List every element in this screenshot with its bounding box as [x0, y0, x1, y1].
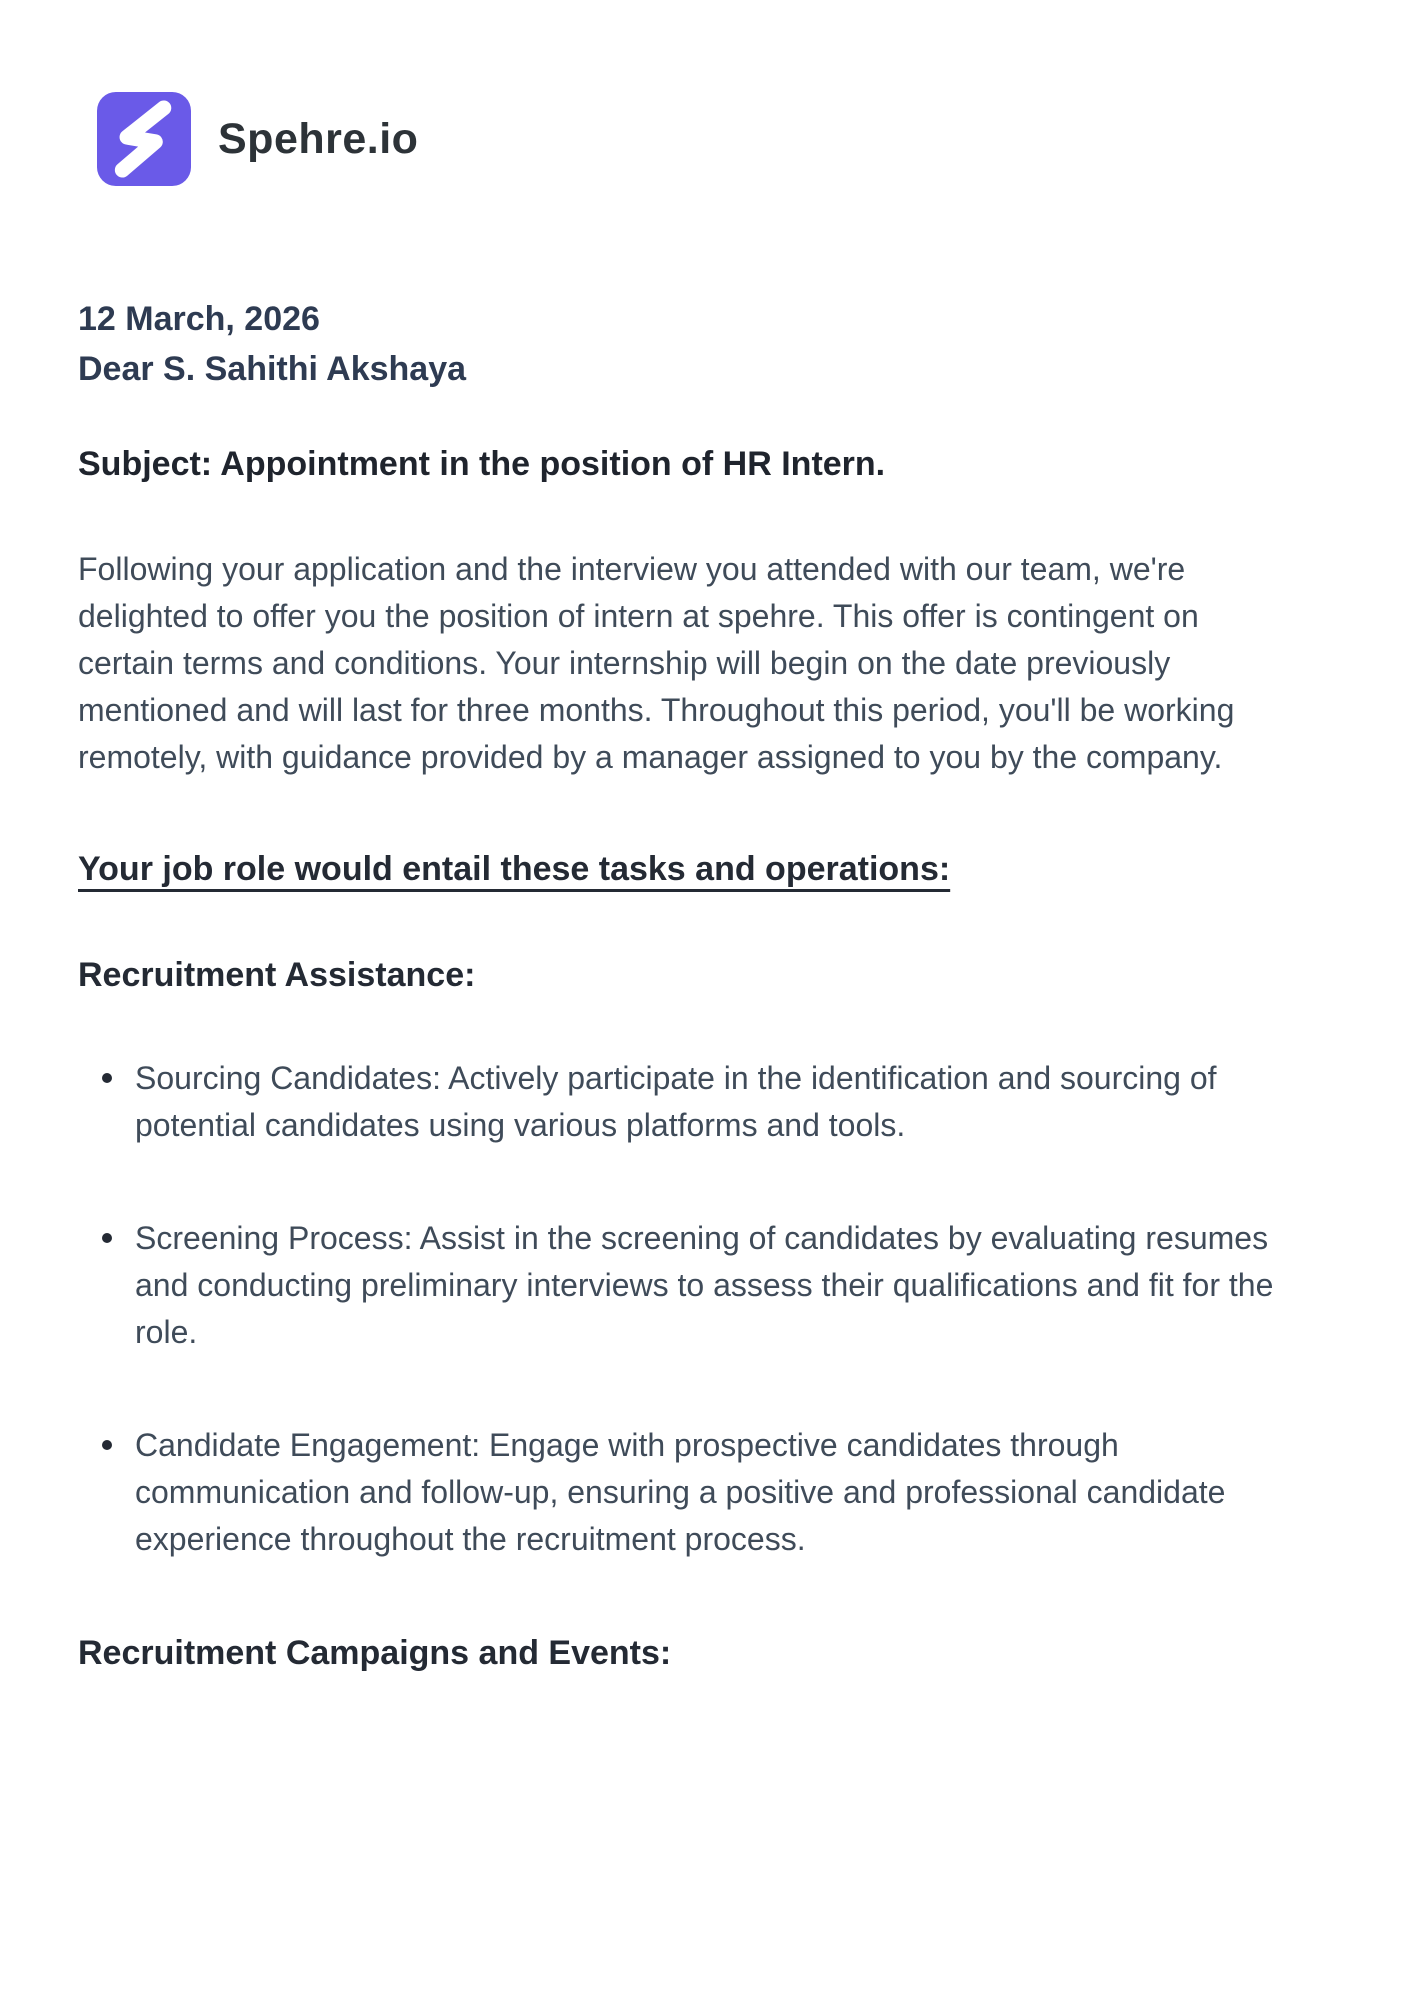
recruitment-assistance-bullet-list — [78, 1055, 1334, 1563]
bullet-item-sourcing-candidates: Sourcing Candidates: Actively participate in the identification and sourcing of potential candidates using various platforms and tools. — [135, 1055, 1295, 1149]
letter-salutation: Dear S. Sahithi Akshaya — [78, 350, 467, 388]
intro-paragraph: Following your application and the interview you attended with our team, we're delighted to offer you the position of intern at spehre. This offer is contingent on certain terms and conditions. Your internship will begin on the date previously mentioned and will last for three months. Throughout this period, you'll be working remotely, with guidance provided by a manager assigned to you by the company. — [78, 551, 1235, 775]
date-salutation-block — [78, 294, 1334, 394]
tasks-heading: Your job role would entail these tasks and operations: — [78, 850, 951, 888]
spehre-logo-icon — [97, 92, 191, 186]
bullet-item-candidate-engagement: Candidate Engagement: Engage with prospective candidates through communication and follow-up, ensuring a positive and professional candidate experience throughout the recruitment process. — [135, 1422, 1295, 1563]
bullet-item-screening-process: Screening Process: Assist in the screening of candidates by evaluating resumes and conducting preliminary interviews to assess their qualifications and fit for the role. — [135, 1215, 1295, 1356]
letter-date: 12 March, 2026 — [78, 300, 320, 338]
subject-line: Subject: Appointment in the position of HR Intern. — [78, 445, 886, 483]
brand-header — [97, 92, 1334, 186]
section-title-recruitment-assistance: Recruitment Assistance: — [78, 956, 476, 994]
brand-name: Spehre.io — [218, 114, 419, 163]
section-title-recruitment-campaigns: Recruitment Campaigns and Events: — [78, 1634, 672, 1672]
